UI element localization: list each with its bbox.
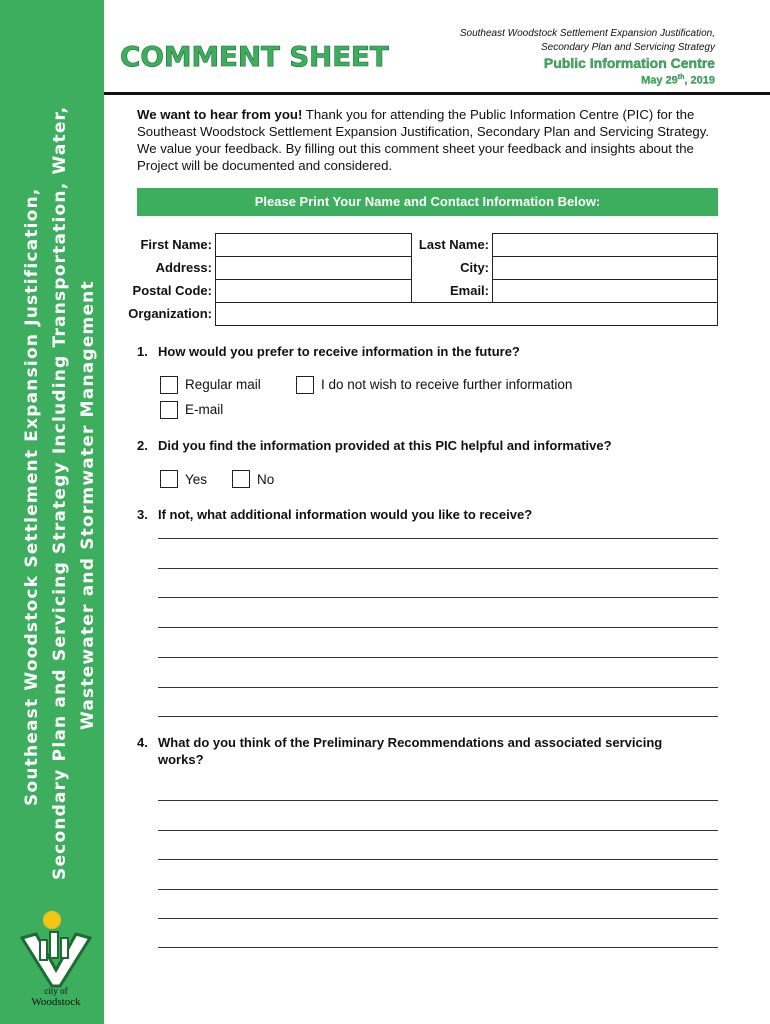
postal-code-field[interactable] bbox=[215, 279, 412, 303]
organization-label: Organization: bbox=[128, 306, 212, 321]
logo-sun-icon bbox=[43, 911, 61, 929]
city-label: City: bbox=[460, 260, 489, 275]
project-name-line1: Southeast Woodstock Settlement Expansion Justification, bbox=[459, 28, 715, 39]
intro-lead: We want to hear from you! bbox=[137, 107, 303, 122]
project-name-line2: Secondary Plan and Servicing Strategy bbox=[541, 42, 715, 53]
last-name-field[interactable] bbox=[492, 233, 718, 257]
answer-line[interactable] bbox=[158, 657, 718, 658]
question-1: 1. How would you prefer to receive information in the future? bbox=[137, 344, 520, 359]
question-4: 4. What do you think of the Preliminary Recommendations and associated servicing works? bbox=[137, 735, 663, 767]
intro-body: Thank you for attending the Public Information Centre (PIC) for the Southeast Woodstock Settlement Expansion Justification, Secondary Plan and Servicing Strategy. We value your feedback. By filling out this comment sheet your feedback and insights about the Project will be documented and considered. bbox=[137, 107, 710, 173]
no-label: No bbox=[257, 472, 275, 487]
event-date: May 29th, 2019 bbox=[641, 74, 715, 87]
first-name-label: First Name: bbox=[140, 237, 212, 252]
question-3: 3. If not, what additional information would you like to receive? bbox=[137, 507, 533, 522]
no-further-info-label: I do not wish to receive further information bbox=[321, 377, 573, 392]
yes-checkbox[interactable] bbox=[160, 470, 178, 488]
answer-line[interactable] bbox=[158, 918, 718, 919]
header-divider bbox=[104, 92, 770, 95]
sidebar-project-title-line1: Southeast Woodstock Settlement Expansion Justification, bbox=[22, 187, 42, 806]
logo-woodstock-text: Woodstock bbox=[31, 996, 81, 1008]
answer-line[interactable] bbox=[158, 716, 718, 717]
logo-city-of-text: city of bbox=[44, 986, 68, 996]
answer-line[interactable] bbox=[158, 687, 718, 688]
answer-line[interactable] bbox=[158, 538, 718, 539]
intro-paragraph bbox=[137, 106, 712, 174]
answer-line[interactable] bbox=[158, 597, 718, 598]
address-label: Address: bbox=[155, 260, 212, 275]
postal-code-label: Postal Code: bbox=[132, 283, 212, 298]
city-of-woodstock-logo bbox=[16, 908, 96, 1008]
answer-line[interactable] bbox=[158, 568, 718, 569]
regular-mail-label: Regular mail bbox=[185, 377, 261, 392]
last-name-label: Last Name: bbox=[418, 237, 489, 252]
email-field[interactable] bbox=[492, 279, 718, 303]
no-checkbox[interactable] bbox=[232, 470, 250, 488]
yes-label: Yes bbox=[185, 472, 208, 487]
answer-line[interactable] bbox=[158, 859, 718, 860]
answer-line[interactable] bbox=[158, 830, 718, 831]
sidebar bbox=[0, 0, 104, 1024]
sidebar-project-title-line2: Secondary Plan and Servicing Strategy Including Transportation, Water, bbox=[50, 105, 70, 880]
contact-banner: Please Print Your Name and Contact Information Below: bbox=[137, 188, 718, 216]
sidebar-project-title-line3: Wastewater and Stormwater Management bbox=[78, 280, 98, 730]
city-field[interactable] bbox=[492, 256, 718, 280]
regular-mail-checkbox[interactable] bbox=[160, 376, 178, 394]
answer-line[interactable] bbox=[158, 947, 718, 948]
answer-line[interactable] bbox=[158, 889, 718, 890]
address-field[interactable] bbox=[215, 256, 412, 280]
email-option-label: E-mail bbox=[185, 402, 224, 417]
first-name-field[interactable] bbox=[215, 233, 412, 257]
email-label: Email: bbox=[449, 283, 489, 298]
page-title: COMMENT SHEET bbox=[120, 40, 389, 73]
organization-field[interactable] bbox=[215, 302, 718, 326]
question-2: 2. Did you find the information provided at this PIC helpful and informative? bbox=[137, 438, 612, 453]
answer-line[interactable] bbox=[158, 800, 718, 801]
no-further-info-checkbox[interactable] bbox=[296, 376, 314, 394]
answer-line[interactable] bbox=[158, 627, 718, 628]
event-name: Public Information Centre bbox=[543, 55, 715, 71]
email-checkbox[interactable] bbox=[160, 401, 178, 419]
